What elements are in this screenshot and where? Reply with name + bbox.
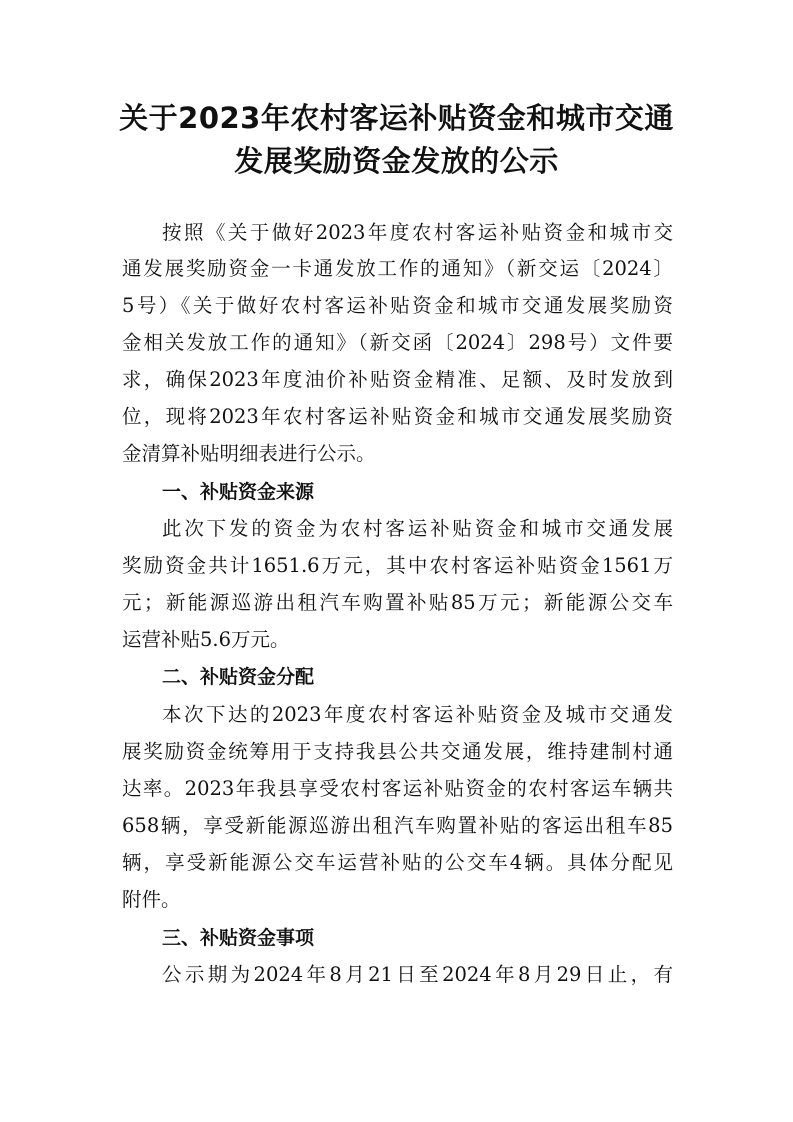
paragraph-3-line: 本次下达的2023年度农村客运补贴资金及城市交通发 xyxy=(162,703,673,726)
paragraph-2-line: 奖励资金共计1651.6万元，其中农村客运补贴资金1561万 xyxy=(122,554,673,577)
paragraph-4-line: 公示期为2024年8月21日至2024年8月29日止，有 xyxy=(162,963,673,986)
section-heading-2: 二、补贴资金分配 xyxy=(162,666,315,688)
document-title-line-1: 关于2023年农村客运补贴资金和城市交通 xyxy=(119,101,674,135)
paragraph-1-line: 求，确保2023年度油价补贴资金精准、足额、及时发放到 xyxy=(122,368,673,391)
paragraph-2-line: 运营补贴5.6万元。 xyxy=(122,628,290,651)
document-title-line-2: 发展奖励资金发放的公示 xyxy=(234,144,559,178)
paragraph-3-line: 展奖励资金统筹用于支持我县公共交通发展，维持建制村通 xyxy=(122,740,673,763)
paragraph-3-line: 达率。2023年我县享受农村客运补贴资金的农村客运车辆共 xyxy=(122,777,673,800)
paragraph-1-line: 金清算补贴明细表进行公示。 xyxy=(122,442,376,465)
paragraph-3-line: 辆，享受新能源公交车运营补贴的公交车4辆。具体分配见 xyxy=(122,851,673,874)
paragraph-1-line: 位，现将2023年农村客运补贴资金和城市交通发展奖励资 xyxy=(122,405,673,428)
paragraph-1-line: 金相关发放工作的通知》（新交函〔2024〕298号）文件要 xyxy=(122,331,673,354)
paragraph-3-line: 附件。 xyxy=(122,888,181,911)
paragraph-3-line: 658辆，享受新能源巡游出租汽车购置补贴的客运出租车85 xyxy=(122,814,673,837)
paragraph-1-line: 5号）《关于做好农村客运补贴资金和城市交通发展奖励资 xyxy=(122,294,673,317)
section-heading-1: 一、补贴资金来源 xyxy=(162,481,315,503)
paragraph-1-line: 通发展奖励资金一卡通发放工作的通知》（新交运〔2024〕 xyxy=(122,257,673,280)
paragraph-2-line: 元；新能源巡游出租汽车购置补贴85万元；新能源公交车 xyxy=(122,591,673,614)
section-heading-3: 三、补贴资金事项 xyxy=(162,927,315,949)
paragraph-1-line: 按照《关于做好2023年度农村客运补贴资金和城市交 xyxy=(162,221,673,244)
paragraph-2-line: 此次下发的资金为农村客运补贴资金和城市交通发展 xyxy=(162,517,673,540)
